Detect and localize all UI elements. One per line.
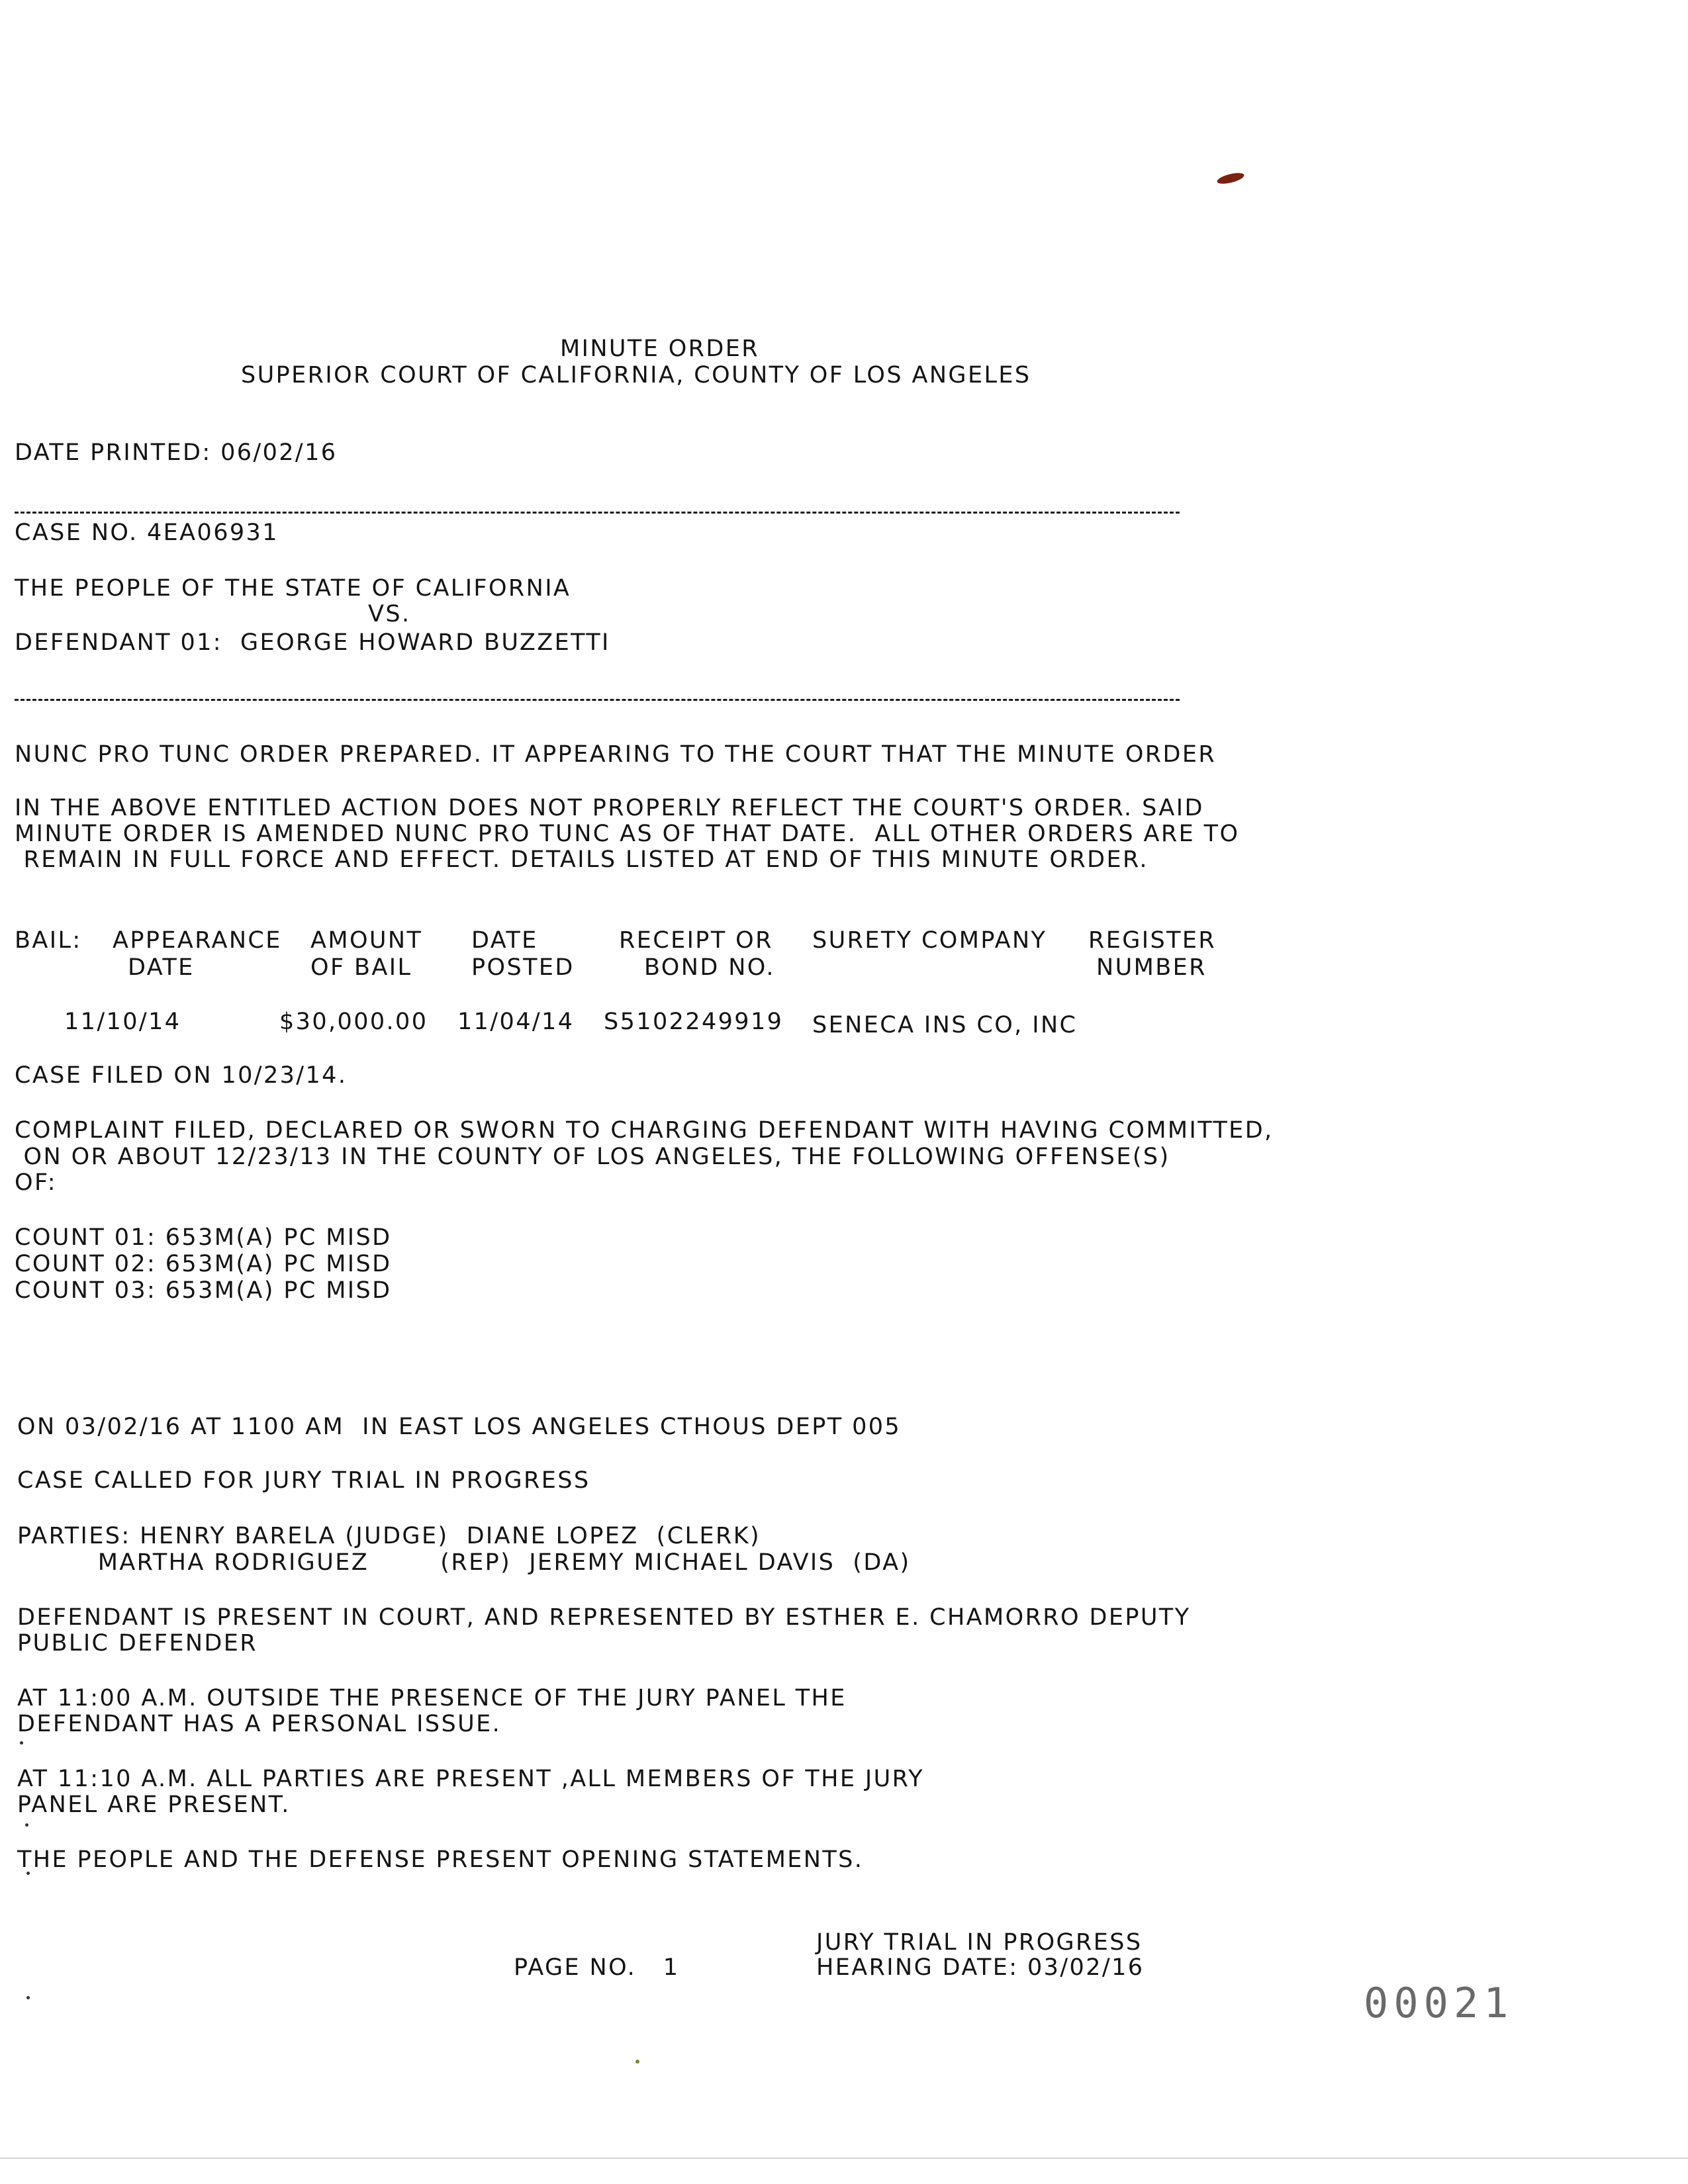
dashed-divider xyxy=(15,699,1180,701)
bail-header-date: POSTED xyxy=(471,954,575,981)
page-number: PAGE NO. 1 xyxy=(514,1954,680,1981)
bail-header-register: REGISTER xyxy=(1088,927,1217,954)
proceedings-text: THE PEOPLE AND THE DEFENSE PRESENT OPENING STATEMENTS. xyxy=(17,1846,864,1873)
proceedings-text: PANEL ARE PRESENT. xyxy=(17,1792,291,1818)
document-title: MINUTE ORDER xyxy=(560,336,759,362)
ink-speck xyxy=(635,2060,639,2064)
bail-header-appearance: APPEARANCE xyxy=(113,927,282,954)
proceedings-text: DEFENDANT HAS A PERSONAL ISSUE. xyxy=(17,1711,502,1737)
case-filed: CASE FILED ON 10/23/14. xyxy=(15,1062,348,1089)
speck xyxy=(25,1823,28,1827)
proceedings-text: AT 11:00 A.M. OUTSIDE THE PRESENCE OF THE JURY PANEL THE xyxy=(17,1685,847,1711)
date-printed: DATE PRINTED: 06/02/16 xyxy=(15,439,338,466)
complaint-line: COMPLAINT FILED, DECLARED OR SWORN TO CHARGING DEFENDANT WITH HAVING COMMITTED, xyxy=(15,1117,1274,1144)
bail-surety-company: SENECA INS CO, INC xyxy=(812,1012,1078,1038)
proceedings-text: PUBLIC DEFENDER xyxy=(17,1630,258,1657)
bates-stamp: 00021 xyxy=(1364,1979,1514,2027)
count-item: COUNT 01: 653M(A) PC MISD xyxy=(15,1224,392,1251)
hearing-info: ON 03/02/16 AT 1100 AM IN EAST LOS ANGELES CTHOUS DEPT 005 xyxy=(17,1414,902,1440)
bail-header-amount: AMOUNT xyxy=(310,927,423,954)
ink-spot xyxy=(1216,171,1245,186)
proceedings-text: DEFENDANT IS PRESENT IN COURT, AND REPRESENTED BY ESTHER E. CHAMORRO DEPUTY xyxy=(17,1604,1191,1631)
bail-header-register: NUMBER xyxy=(1096,954,1207,981)
bail-date-posted: 11/04/14 xyxy=(457,1009,575,1035)
parties-line: PARTIES: HENRY BARELA (JUDGE) DIANE LOPEZ (CLERK) xyxy=(17,1523,761,1549)
bail-label: BAIL: xyxy=(15,927,82,954)
footer-status: JURY TRIAL IN PROGRESS xyxy=(816,1929,1143,1956)
bail-amount: $30,000.00 xyxy=(279,1009,428,1035)
case-called: CASE CALLED FOR JURY TRIAL IN PROGRESS xyxy=(17,1467,590,1494)
complaint-line: ON OR ABOUT 12/23/13 IN THE COUNTY OF LOS ANGELES, THE FOLLOWING OFFENSE(S) xyxy=(15,1144,1170,1170)
bail-header-appearance: DATE xyxy=(128,954,195,981)
dashed-divider xyxy=(15,512,1180,514)
count-item: COUNT 03: 653M(A) PC MISD xyxy=(15,1277,392,1304)
bail-header-receipt: BOND NO. xyxy=(644,954,775,981)
court-name: SUPERIOR COURT OF CALIFORNIA, COUNTY OF LOS ANGELES xyxy=(241,362,1031,388)
case-number: CASE NO. 4EA06931 xyxy=(15,520,279,546)
bail-header-receipt: RECEIPT OR xyxy=(619,927,773,954)
proceedings-text: AT 11:10 A.M. ALL PARTIES ARE PRESENT ,ALL MEMBERS OF THE JURY xyxy=(17,1766,924,1792)
speck xyxy=(20,1741,23,1745)
bail-header-amount: OF BAIL xyxy=(310,954,412,981)
complaint-line: OF: xyxy=(15,1169,57,1196)
count-item: COUNT 02: 653M(A) PC MISD xyxy=(15,1251,392,1277)
nunc-pro-tunc-line: MINUTE ORDER IS AMENDED NUNC PRO TUNC AS OF THAT DATE. ALL OTHER ORDERS ARE TO xyxy=(15,821,1240,847)
parties-line: MARTHA RODRIGUEZ (REP) JEREMY MICHAEL DAVIS (DA) xyxy=(17,1549,911,1576)
bail-bond-number: S5102249919 xyxy=(604,1009,784,1035)
bail-appearance-date: 11/10/14 xyxy=(64,1009,181,1035)
versus: VS. xyxy=(368,601,411,627)
scan-edge-line xyxy=(0,2158,1688,2159)
speck xyxy=(26,1996,30,1999)
nunc-pro-tunc-line: REMAIN IN FULL FORCE AND EFFECT. DETAILS LISTED AT END OF THIS MINUTE ORDER. xyxy=(15,846,1149,873)
people-caption: THE PEOPLE OF THE STATE OF CALIFORNIA xyxy=(15,575,571,602)
nunc-pro-tunc-line: IN THE ABOVE ENTITLED ACTION DOES NOT PROPERLY REFLECT THE COURT'S ORDER. SAID xyxy=(15,795,1204,821)
footer-hearing-date: HEARING DATE: 03/02/16 xyxy=(816,1954,1145,1981)
nunc-pro-tunc-line: NUNC PRO TUNC ORDER PREPARED. IT APPEARING TO THE COURT THAT THE MINUTE ORDER xyxy=(15,741,1217,768)
defendant-caption: DEFENDANT 01: GEORGE HOWARD BUZZETTI xyxy=(15,629,610,656)
bail-header-surety: SURETY COMPANY xyxy=(812,927,1047,954)
bail-header-date: DATE xyxy=(471,927,538,954)
